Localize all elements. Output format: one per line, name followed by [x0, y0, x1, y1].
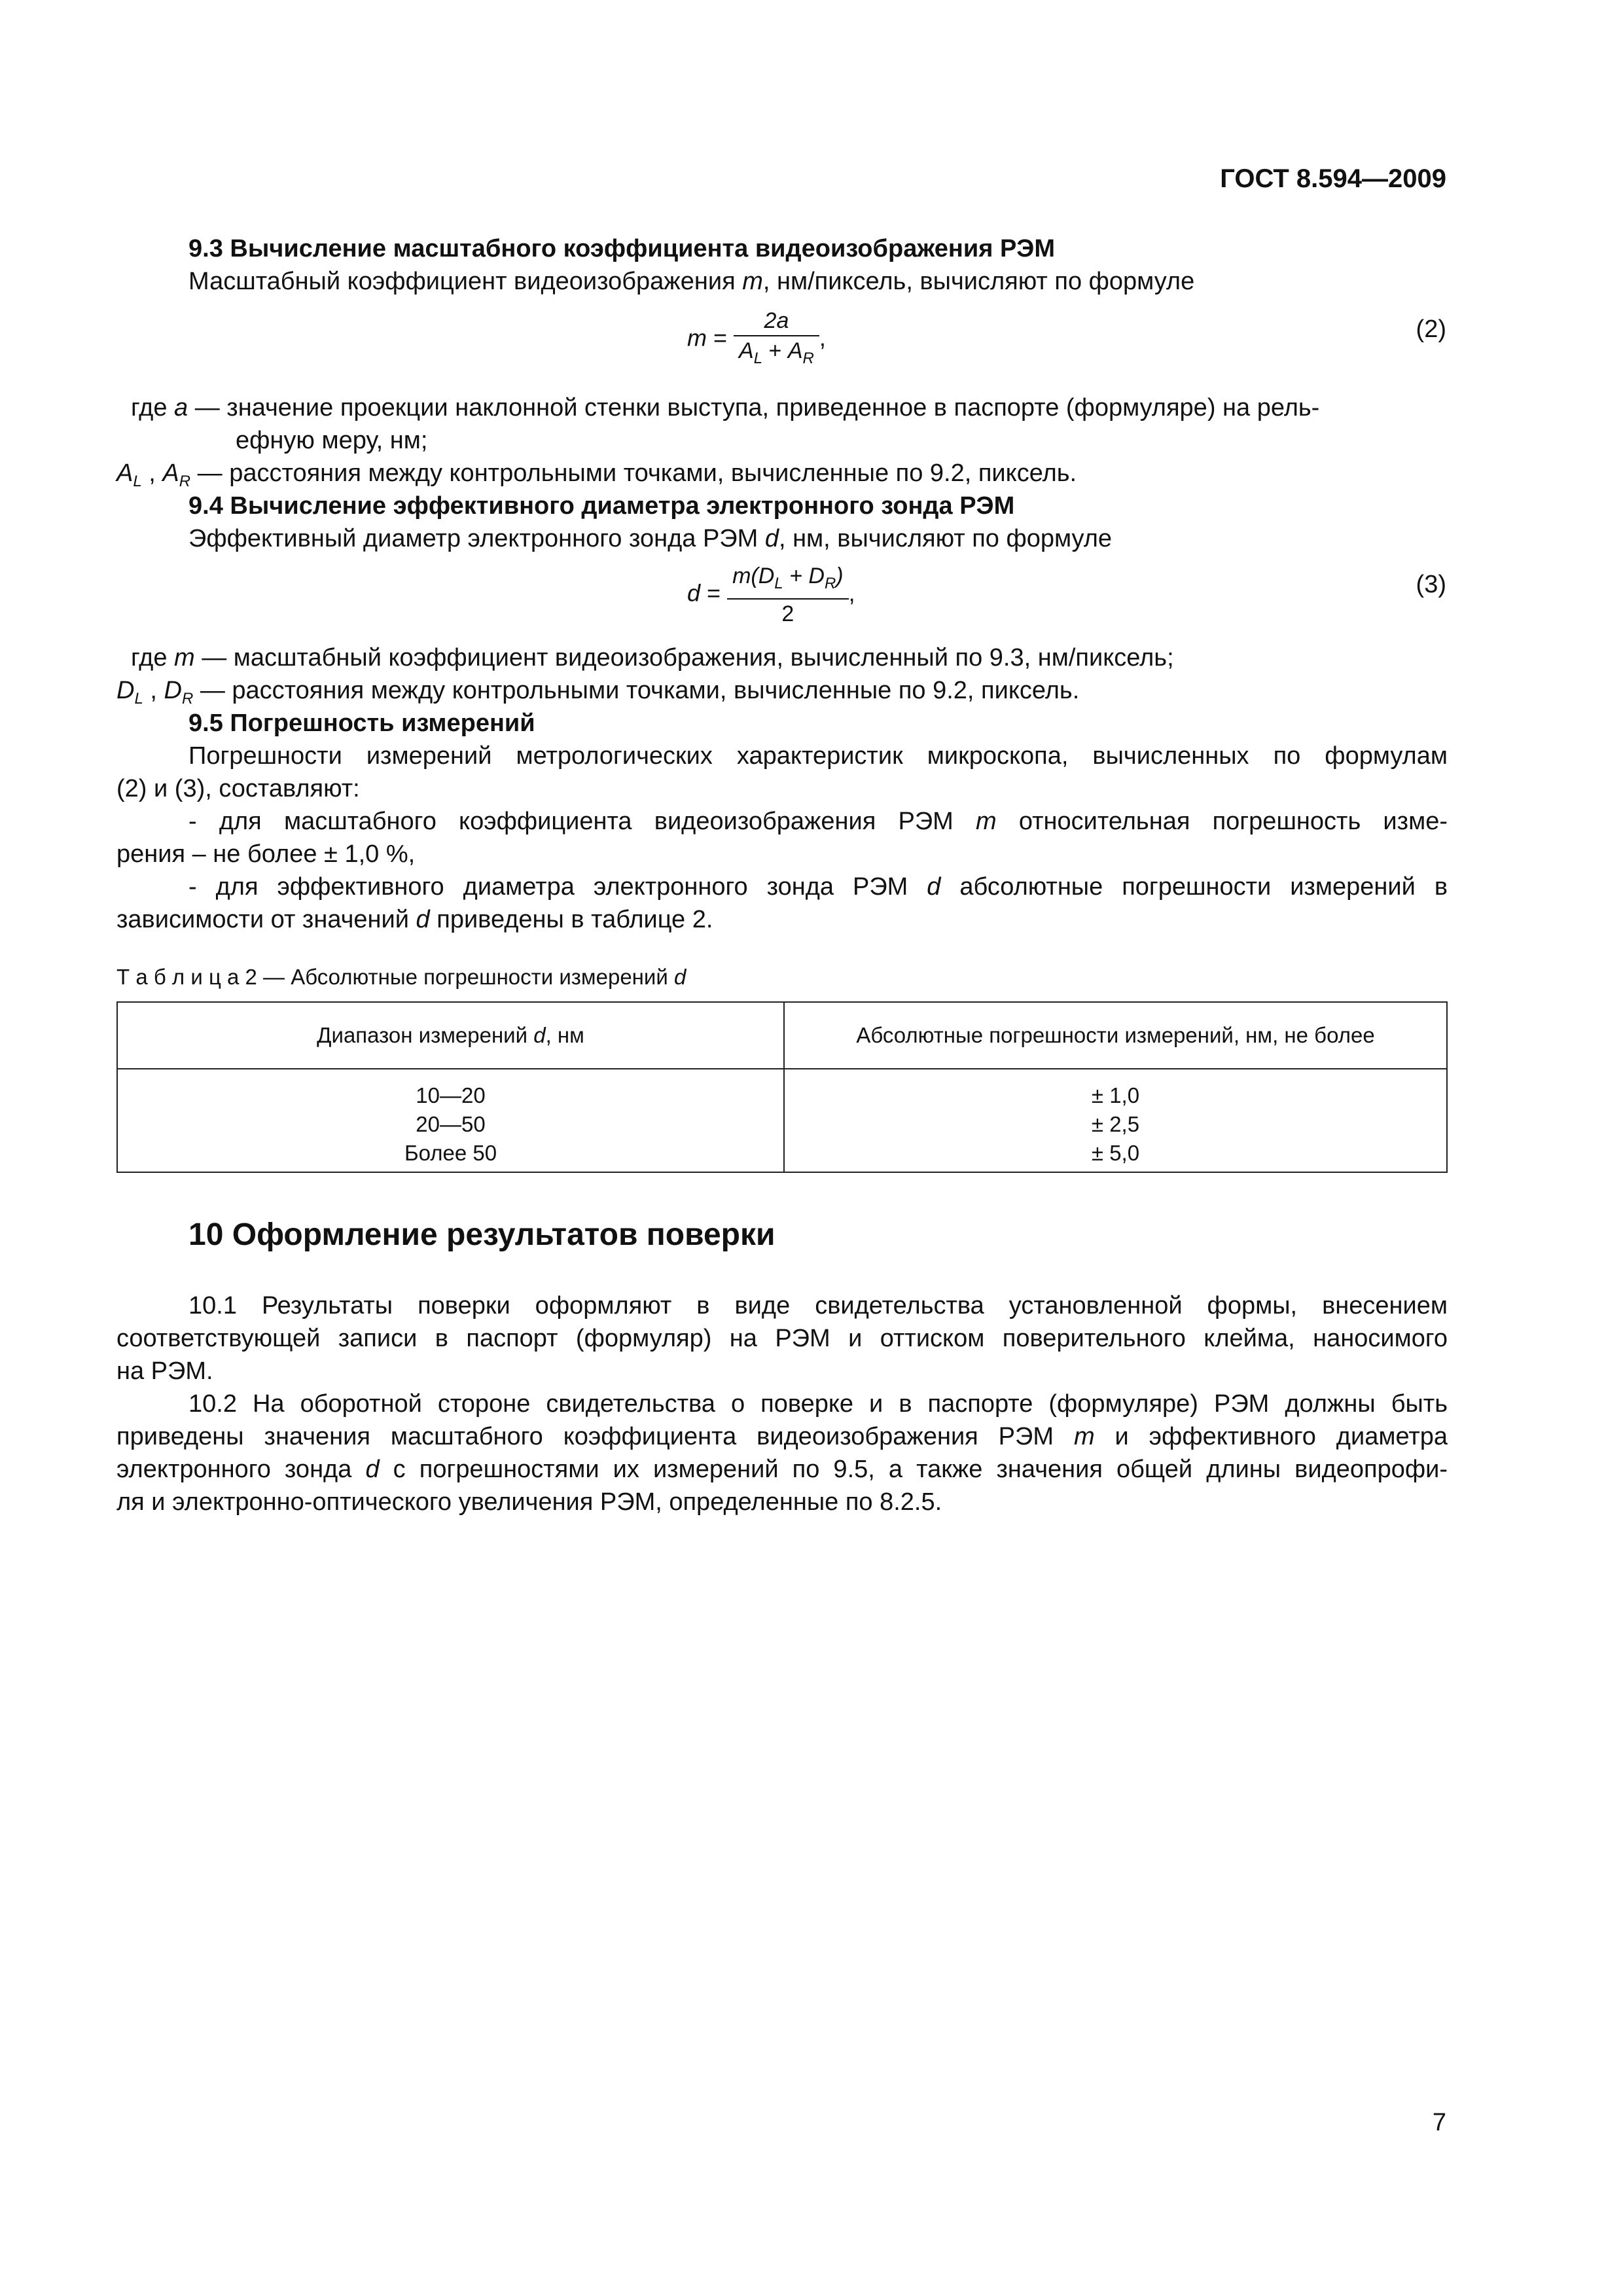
table-2-caption: Т а б л и ц а 2 — Абсолютные погрешности измерений d — [116, 965, 687, 989]
section-9-5-title: 9.5 Погрешность измерений — [188, 709, 535, 737]
where-dr-line: $D_L$ , $D_R$ — расстояния между контрольными точками, вычисленные по 9.2, пиксель. — [116, 677, 1080, 708]
section-10-title: 10 Оформление результатов поверки — [188, 1217, 776, 1252]
bullet-d-line2: зависимости от значений d приведены в таблице 2. — [116, 906, 713, 933]
section-9-3-intro: Масштабный коэффициент видеоизображения m, нм/пиксель, вычисляют по формуле — [188, 268, 1195, 295]
section-10-1-line1: 10.1 Результаты поверки оформляют в виде свидетельства установленной формы, внесением — [188, 1292, 1448, 1319]
bullet-d-line1: - для эффективного диаметра электронного зонда РЭМ d абсолютные погрешности измерений в — [188, 873, 1448, 901]
table-2 — [116, 1001, 1448, 1173]
where-m-line: где m — масштабный коэффициент видеоизображения, вычисленный по 9.3, нм/пиксель; — [131, 644, 1174, 672]
formula-2: m = $\frac{2a}{A_L + A_R}$ , — [687, 306, 826, 373]
section-9-3-title: 9.3 Вычисление масштабного коэффициента видеоизображения РЭМ — [188, 235, 1055, 262]
table-header-row — [117, 1002, 1447, 1069]
formula-3-number: (3) — [1416, 571, 1446, 598]
section-9-5-p1-line2: (2) и (3), составляют: — [116, 775, 360, 802]
bullet-m-line2: рения – не более ± 1,0 %, — [116, 840, 416, 868]
formula-3-fraction: $\frac{m(D_L + D_R)}{2}$ — [727, 562, 849, 628]
standard-header: ГОСТ 8.594—2009 — [1220, 164, 1446, 193]
section-9-5-p1-line1: Погрешности измерений метрологических характеристик микроскопа, вычисленных по формулам — [188, 742, 1448, 770]
section-10-2-line3: электронного зонда d с погрешностями их измерений по 9.5, а также значения общей длины видеопрофи- — [116, 1456, 1448, 1483]
section-10-2-line4: ля и электронно-оптического увеличения РЭМ, определенные по 8.2.5. — [116, 1488, 942, 1516]
section-9-4-title: 9.4 Вычисление эффективного диаметра электронного зонда РЭМ — [188, 492, 1015, 520]
column-header-error: Абсолютные погрешности измерений, нм, не более — [784, 1002, 1447, 1069]
error-cell: ± 1,0 ± 2,5 ± 5,0 — [784, 1069, 1447, 1172]
section-10-1-line3: на РЭМ. — [116, 1357, 213, 1385]
where-a-line2: ефную меру, нм; — [236, 427, 428, 454]
section-10-1-line2: соответствующей записи в паспорт (формуляр) на РЭМ и оттиском поверительного клейма, наносимого — [116, 1325, 1448, 1352]
where-a-line1: где a — значение проекции наклонной стенки выступа, приведенное в паспорте (формуляре) на рель- — [131, 394, 1320, 422]
bullet-m-line1: - для масштабного коэффициента видеоизображения РЭМ m относительная погрешность изме- — [188, 808, 1448, 835]
section-10-2-line1: 10.2 На оборотной стороне свидетельства о поверке и в паспорте (формуляре) РЭМ должны быть — [188, 1390, 1448, 1418]
section-10-2-line2: приведены значения масштабного коэффициента видеоизображения РЭМ m и эффективного диаметра — [116, 1423, 1448, 1450]
column-header-range: Диапазон измерений d, нм — [117, 1002, 784, 1069]
section-9-4-intro: Эффективный диаметр электронного зонда РЭМ d, нм, вычисляют по формуле — [188, 525, 1113, 552]
table-body-row — [117, 1069, 1447, 1172]
page-number: 7 — [1432, 2109, 1446, 2136]
where-ar-line: $A_L$ , $A_R$ — расстояния между контрольными точками, вычисленные по 9.2, пиксель. — [116, 459, 1077, 490]
formula-3: d = $\frac{m(D_L + D_R)}{2}$ , — [687, 562, 855, 628]
formula-2-number: (2) — [1416, 315, 1446, 343]
range-cell: 10—20 20—50 Более 50 — [117, 1069, 784, 1172]
formula-2-fraction: $\frac{2a}{A_L + A_R}$ — [734, 306, 819, 373]
